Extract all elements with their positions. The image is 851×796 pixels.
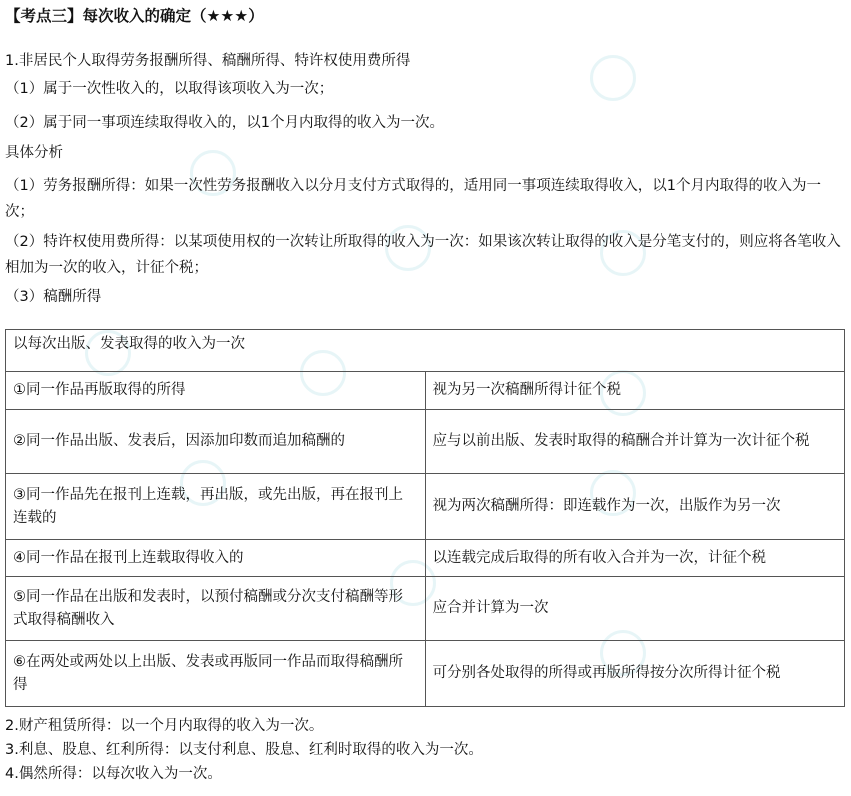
- table-cell-case: ⑥在两处或两处以上出版、发表或再版同一作品而取得稿酬所得: [6, 641, 426, 707]
- table-cell-rule: 以连载完成后取得的所有收入合并为一次，计征个税: [425, 540, 845, 577]
- section1-item: （1）属于一次性收入的，以取得该项收入为一次；: [5, 81, 334, 97]
- watermark-logo-icon: [590, 55, 636, 101]
- analysis-heading: 具体分析: [5, 145, 63, 161]
- table-cell-case: ④同一作品在报刊上连载取得收入的: [6, 540, 426, 577]
- analysis-paragraph: （1）劳务报酬所得：如果一次性劳务报酬收入以分月支付方式取得的，适用同一事项连续取得收入，以1个月内取得的收入为一次；: [5, 178, 821, 220]
- table-cell-case: ⑤同一作品在出版和发表时，以预付稿酬或分次支付稿酬等形式取得稿酬收入: [6, 577, 426, 641]
- table-row: [6, 410, 845, 474]
- table-header: 以每次出版、发表取得的收入为一次: [6, 330, 845, 372]
- table-cell-case: ②同一作品出版、发表后，因添加印数而追加稿酬的: [6, 410, 426, 474]
- table-row: [6, 641, 845, 707]
- table-row: [6, 540, 845, 577]
- analysis-paragraph: （2）特许权使用费所得：以某项使用权的一次转让所取得的收入为一次：如果该次转让取得的收入是分笔支付的，则应将各笔收入相加为一次的收入，计征个税；: [5, 234, 841, 276]
- table-cell-case: ③同一作品先在报刊上连载，再出版，或先出版，再在报刊上连载的: [6, 474, 426, 540]
- table-cell-rule: 应合并计算为一次: [425, 577, 845, 641]
- table-cell-rule: 应与以前出版、发表时取得的稿酬合并计算为一次计征个税: [425, 410, 845, 474]
- section1-heading: 1.非居民个人取得劳务报酬所得、稿酬所得、特许权使用费所得: [5, 53, 411, 69]
- table-cell-rule: 视为两次稿酬所得：即连载作为一次，出版作为另一次: [425, 474, 845, 540]
- tail-item: 3.利息、股息、红利所得：以支付利息、股息、红利时取得的收入为一次。: [5, 742, 483, 758]
- table-cell-rule: 视为另一次稿酬所得计征个税: [425, 372, 845, 410]
- table-cell-rule: 可分别各处取得的所得或再版所得按分次所得计征个税: [425, 641, 845, 707]
- table-row: [6, 474, 845, 540]
- tail-item: 2.财产租赁所得：以一个月内取得的收入为一次。: [5, 718, 324, 734]
- tail-item: 4.偶然所得：以每次收入为一次。: [5, 766, 222, 782]
- analysis-paragraph: （3）稿酬所得: [5, 289, 102, 305]
- table-row: [6, 372, 845, 410]
- section-title: 【考点三】每次收入的确定（★★★）: [5, 7, 264, 25]
- royalty-table: [5, 329, 845, 707]
- table-cell-case: ①同一作品再版取得的所得: [6, 372, 426, 410]
- table-header-row: [6, 330, 845, 372]
- section1-item: （2）属于同一事项连续取得收入的，以1个月内取得的收入为一次。: [5, 115, 444, 131]
- table-row: [6, 577, 845, 641]
